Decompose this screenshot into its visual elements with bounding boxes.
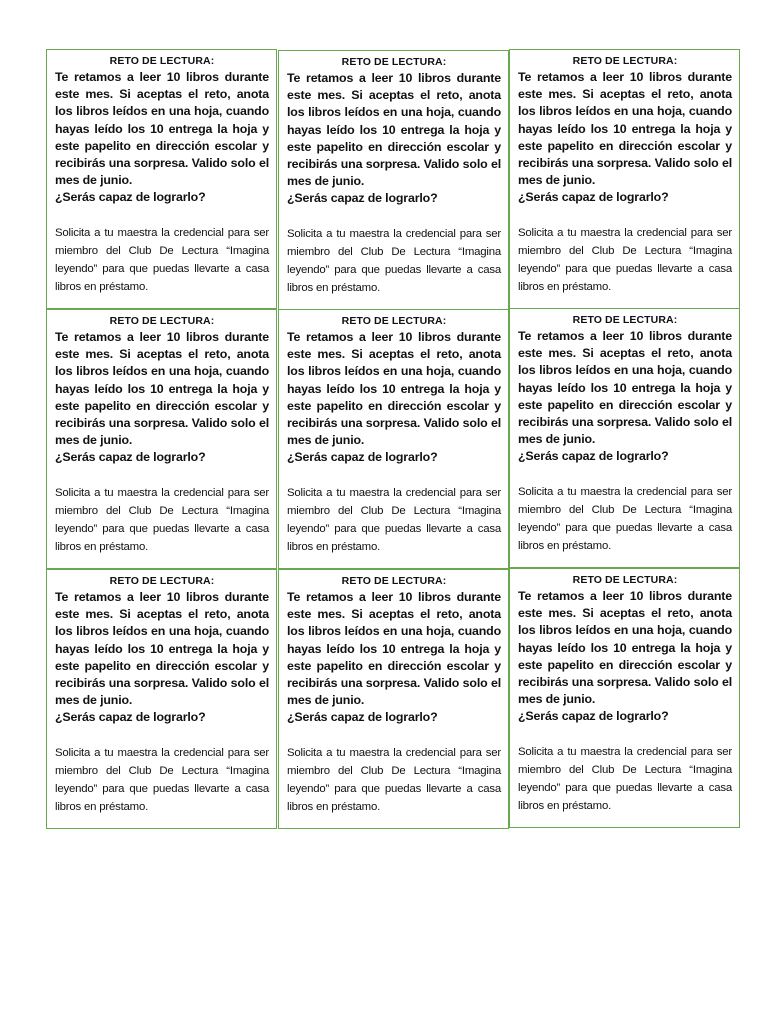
card-question: ¿Serás capaz de lograrlo?: [287, 710, 438, 725]
card-question: ¿Serás capaz de lograrlo?: [518, 709, 669, 724]
reading-card-r2-c2: [278, 309, 509, 569]
card-title: RETO DE LECTURA:: [341, 56, 447, 68]
reading-card-r1-c1: [46, 49, 277, 309]
card-question: ¿Serás capaz de lograrlo?: [55, 450, 206, 465]
card-challenge-text: Te retamos a leer 10 libros durante este mes. Si aceptas el reto, anota los libros leídos en una hoja, cuando hayas leído los 10 entrega la hoja y este papelito en dirección escolar y recibirás una sorpresa. Valido solo el mes de junio.: [55, 590, 269, 708]
card-title: RETO DE LECTURA:: [572, 314, 678, 326]
card-challenge-text: Te retamos a leer 10 libros durante este mes. Si aceptas el reto, anota los libros leídos en una hoja, cuando hayas leído los 10 entrega la hoja y este papelito en dirección escolar y recibirás una sorpresa. Valido solo el mes de junio.: [287, 590, 501, 708]
reading-card-r1-c2: [278, 50, 509, 310]
card-question: ¿Serás capaz de lograrlo?: [55, 190, 206, 205]
card-club-note: Solicita a tu maestra la credencial para ser miembro del Club De Lectura “Imagina leyendo” para que puedas llevarte a casa libros en préstamo.: [55, 746, 269, 814]
card-title: RETO DE LECTURA:: [341, 575, 447, 587]
reading-card-r1-c3: [509, 49, 740, 309]
card-title: RETO DE LECTURA:: [341, 315, 447, 327]
card-title: RETO DE LECTURA:: [572, 574, 678, 586]
reading-card-r3-c3: [509, 568, 740, 828]
card-question: ¿Serás capaz de lograrlo?: [287, 191, 438, 206]
card-title: RETO DE LECTURA:: [109, 55, 215, 67]
card-title: RETO DE LECTURA:: [109, 315, 215, 327]
card-challenge-text: Te retamos a leer 10 libros durante este mes. Si aceptas el reto, anota los libros leídos en una hoja, cuando hayas leído los 10 entrega la hoja y este papelito en dirección escolar y recibirás una sorpresa. Valido solo el mes de junio.: [287, 330, 501, 448]
card-question: ¿Serás capaz de lograrlo?: [287, 450, 438, 465]
card-question: ¿Serás capaz de lograrlo?: [518, 449, 669, 464]
card-club-note: Solicita a tu maestra la credencial para ser miembro del Club De Lectura “Imagina leyendo” para que puedas llevarte a casa libros en préstamo.: [55, 486, 269, 554]
card-title: RETO DE LECTURA:: [109, 575, 215, 587]
card-club-note: Solicita a tu maestra la credencial para ser miembro del Club De Lectura “Imagina leyendo” para que puedas llevarte a casa libros en préstamo.: [287, 227, 501, 295]
card-challenge-text: Te retamos a leer 10 libros durante este mes. Si aceptas el reto, anota los libros leídos en una hoja, cuando hayas leído los 10 entrega la hoja y este papelito en dirección escolar y recibirás una sorpresa. Valido solo el mes de junio.: [55, 330, 269, 448]
card-club-note: Solicita a tu maestra la credencial para ser miembro del Club De Lectura “Imagina leyendo” para que puedas llevarte a casa libros en préstamo.: [287, 486, 501, 554]
card-challenge-text: Te retamos a leer 10 libros durante este mes. Si aceptas el reto, anota los libros leídos en una hoja, cuando hayas leído los 10 entrega la hoja y este papelito en dirección escolar y recibirás una sorpresa. Valido solo el mes de junio.: [518, 589, 732, 707]
card-club-note: Solicita a tu maestra la credencial para ser miembro del Club De Lectura “Imagina leyendo” para que puedas llevarte a casa libros en préstamo.: [55, 226, 269, 294]
reading-card-r2-c3: [509, 308, 740, 568]
card-club-note: Solicita a tu maestra la credencial para ser miembro del Club De Lectura “Imagina leyendo” para que puedas llevarte a casa libros en préstamo.: [518, 745, 732, 813]
card-club-note: Solicita a tu maestra la credencial para ser miembro del Club De Lectura “Imagina leyendo” para que puedas llevarte a casa libros en préstamo.: [518, 226, 732, 294]
card-title: RETO DE LECTURA:: [572, 55, 678, 67]
reading-card-r2-c1: [46, 309, 277, 569]
card-question: ¿Serás capaz de lograrlo?: [518, 190, 669, 205]
card-challenge-text: Te retamos a leer 10 libros durante este mes. Si aceptas el reto, anota los libros leídos en una hoja, cuando hayas leído los 10 entrega la hoja y este papelito en dirección escolar y recibirás una sorpresa. Valido solo el mes de junio.: [55, 70, 269, 188]
card-club-note: Solicita a tu maestra la credencial para ser miembro del Club De Lectura “Imagina leyendo” para que puedas llevarte a casa libros en préstamo.: [287, 746, 501, 814]
reading-card-r3-c2: [278, 569, 509, 829]
card-challenge-text: Te retamos a leer 10 libros durante este mes. Si aceptas el reto, anota los libros leídos en una hoja, cuando hayas leído los 10 entrega la hoja y este papelito en dirección escolar y recibirás una sorpresa. Valido solo el mes de junio.: [518, 329, 732, 447]
card-club-note: Solicita a tu maestra la credencial para ser miembro del Club De Lectura “Imagina leyendo” para que puedas llevarte a casa libros en préstamo.: [518, 485, 732, 553]
card-challenge-text: Te retamos a leer 10 libros durante este mes. Si aceptas el reto, anota los libros leídos en una hoja, cuando hayas leído los 10 entrega la hoja y este papelito en dirección escolar y recibirás una sorpresa. Valido solo el mes de junio.: [518, 70, 732, 188]
reading-card-r3-c1: [46, 569, 277, 829]
card-question: ¿Serás capaz de lograrlo?: [55, 710, 206, 725]
card-challenge-text: Te retamos a leer 10 libros durante este mes. Si aceptas el reto, anota los libros leídos en una hoja, cuando hayas leído los 10 entrega la hoja y este papelito en dirección escolar y recibirás una sorpresa. Valido solo el mes de junio.: [287, 71, 501, 189]
